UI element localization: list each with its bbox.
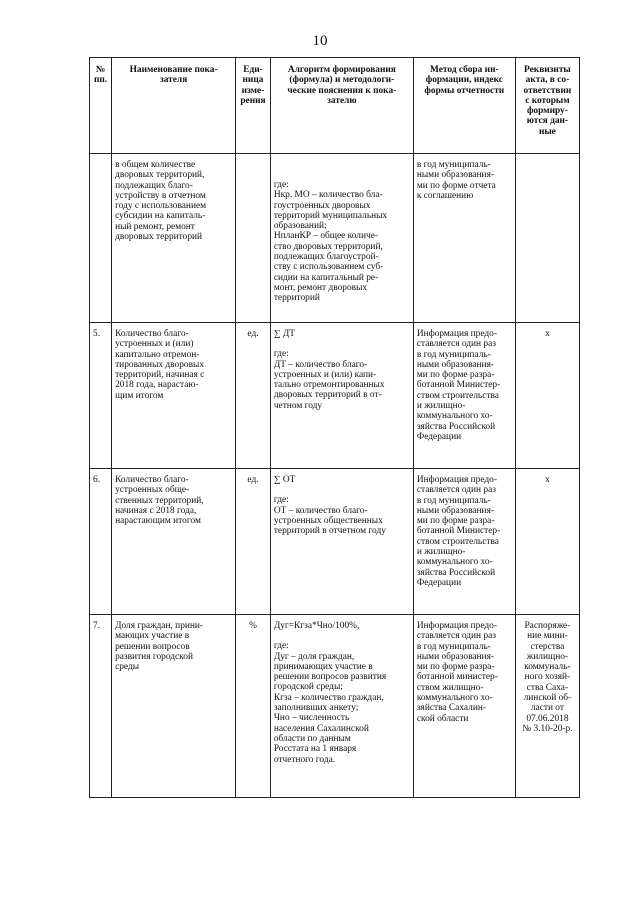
text-line: дворовых территорий, <box>115 170 205 181</box>
text-line: дворовых территорий в от- <box>273 390 382 401</box>
text-line: ми по форме разра- <box>416 662 495 673</box>
text-line: субсидии на капиталь- <box>115 211 206 222</box>
text-line: зателю <box>327 95 357 106</box>
text-line: устройству в отчетном <box>115 190 206 201</box>
text-line: Информация предо- <box>416 621 497 631</box>
text-line: ство дворовых территорий, <box>273 241 383 252</box>
text-line: территорий <box>273 293 320 304</box>
row-method <box>413 469 515 615</box>
text-line: ми по форме разра- <box>416 370 495 381</box>
text-line: акта, в со- <box>525 75 570 86</box>
row-unit: ед. <box>236 323 271 469</box>
text-line: ставляется один раз <box>416 339 496 350</box>
text-line: зяйства Российской <box>416 421 496 432</box>
text-line: коммунального хо- <box>416 557 493 568</box>
row-num: 5. <box>90 323 112 469</box>
header-method <box>413 58 515 154</box>
text-line: устроенных и (или) <box>115 339 194 350</box>
text-line: начиная с 2018 года, <box>115 505 197 516</box>
text-line: Наименование пока- <box>129 65 218 75</box>
text-line: Еди- <box>243 65 263 75</box>
row-num: 6. <box>90 469 112 615</box>
header-name <box>112 58 236 154</box>
text-line: стерства <box>530 641 565 652</box>
text-line: и жилищно- <box>416 547 466 558</box>
row-formula: ∑ ДТ <box>273 329 295 339</box>
text-line: ница <box>242 75 264 86</box>
text-line: подлежащих благоустрой- <box>273 252 379 263</box>
text-line: где: <box>273 495 289 506</box>
row-requisites <box>515 469 579 615</box>
text-line: 07.06.2018 <box>526 713 569 724</box>
text-line: территорий в отчетном году <box>273 526 386 537</box>
text-line: в общем количестве <box>115 160 196 170</box>
text-line: заполнивших анкету; <box>273 703 359 714</box>
row-requisites <box>515 615 579 798</box>
text-line: зяйства Сахалин- <box>416 703 486 714</box>
text-line: пп. <box>93 75 108 86</box>
text-line: зяйства Российской <box>416 567 496 578</box>
text-line: ботанной Министер- <box>416 380 501 391</box>
text-line: ческие пояснения к пока- <box>287 85 397 96</box>
text-line: развития городской <box>115 651 193 662</box>
row-algorithm <box>270 469 413 615</box>
text-line: линской об- <box>523 693 572 704</box>
row-num <box>90 154 112 323</box>
text-line: ного хозяй- <box>524 672 571 683</box>
text-line: щим итогом <box>115 390 164 401</box>
text-line: ству с использованием суб- <box>273 262 384 273</box>
text-line: Информация предо- <box>416 475 497 485</box>
text-line: где: <box>273 349 289 360</box>
text-line: Росстата на 1 января <box>273 744 357 755</box>
text-line: отчетного года. <box>273 754 336 765</box>
text-line: Федерации <box>416 577 462 588</box>
text-line: формации, индекс <box>425 75 503 86</box>
text-line: устроенных обще- <box>115 485 190 496</box>
text-line: ются дан- <box>526 116 569 127</box>
text-line: мающих участие в <box>115 631 190 642</box>
table-row-continuation <box>90 154 580 323</box>
text-line: ством строительства <box>416 390 499 401</box>
text-line: коммунального хо- <box>416 411 493 422</box>
text-line: рения <box>240 95 266 106</box>
text-line: ботанной министер- <box>416 672 498 683</box>
text-line: ными образования- <box>416 359 495 370</box>
text-line: № <box>95 65 106 75</box>
text-line: где: <box>273 180 289 190</box>
row-name <box>112 323 236 469</box>
text-line: устроенных и (или) капи- <box>273 369 377 380</box>
row-method <box>413 615 515 798</box>
table-header-row <box>90 58 580 154</box>
text-line: ние мини- <box>527 631 568 642</box>
text-line: городской среды; <box>273 682 343 693</box>
text-line: к соглашению <box>416 190 474 201</box>
text-line: четном году <box>273 400 323 411</box>
text-line: ми по форме разра- <box>416 516 495 527</box>
text-line: Реквизиты <box>524 65 571 75</box>
text-line: ными образования- <box>416 170 495 181</box>
text-line: подлежащих благо- <box>115 180 193 191</box>
text-line: где: <box>273 641 289 652</box>
text-line: Количество благо- <box>115 329 189 339</box>
text-line: Чно – численность <box>273 713 350 724</box>
text-line: Алгоритм формирования <box>287 65 396 75</box>
text-line: Доля граждан, прини- <box>115 621 204 631</box>
row-num: 7. <box>90 615 112 798</box>
row-name <box>112 615 236 798</box>
row-algorithm <box>270 154 413 323</box>
page-number: 10 <box>312 33 328 49</box>
text-line: монт, ремонт дворовых <box>273 282 368 293</box>
table-row-6 <box>90 469 580 615</box>
text-line: дворовых территорий <box>115 232 203 243</box>
text-line: 2018 года, нарастаю- <box>115 380 199 391</box>
row-requisites <box>515 154 579 323</box>
text-line: территорий муниципальных <box>273 210 388 221</box>
text-line: ными образования- <box>416 651 495 662</box>
table-row-5 <box>90 323 580 469</box>
text-line: в год муниципаль- <box>416 495 491 506</box>
text-line: тально отремонтированных <box>273 380 385 391</box>
text-line: принимающих участие в <box>273 661 373 672</box>
row-unit: ед. <box>236 469 271 615</box>
text-line: ДТ – количество благо- <box>273 359 368 370</box>
row-algorithm <box>270 615 413 798</box>
text-line: образований; <box>273 221 327 232</box>
row-unit <box>236 154 271 323</box>
text-line: Дуг – доля граждан, <box>273 651 355 662</box>
text-line: в год муниципаль- <box>416 641 491 652</box>
header-num <box>90 58 112 154</box>
text-line: ответствии <box>523 85 572 96</box>
text-line: ственных территорий, <box>115 495 204 506</box>
text-line: ства Саха- <box>526 682 569 693</box>
text-line: ласти от <box>530 703 564 714</box>
text-line: тированных дворовых <box>115 359 205 370</box>
text-line: ставляется один раз <box>416 485 496 496</box>
text-line: области по данным <box>273 733 351 744</box>
row-formula: ∑ ОТ <box>273 475 296 485</box>
text-line: году с использованием <box>115 201 207 212</box>
text-line: коммуналь- <box>524 662 571 673</box>
text-line: нарастающим итогом <box>115 516 201 527</box>
text-line: территорий, начиная с <box>115 370 205 381</box>
text-line: Количество благо- <box>115 475 189 485</box>
text-line: изме- <box>241 85 265 96</box>
text-line: капитально отремон- <box>115 349 200 360</box>
text-line: Федерации <box>416 431 462 442</box>
row-algorithm <box>270 323 413 469</box>
text-line: ными образования- <box>416 505 495 516</box>
text-line: ством строительства <box>416 536 499 547</box>
text-line: ми по форме отчета <box>416 180 496 191</box>
text-line: (формула) и методологи- <box>289 75 395 86</box>
text-line: х <box>545 475 550 485</box>
text-line: Информация предо- <box>416 329 497 339</box>
text-line: ством жилищно- <box>416 682 484 693</box>
text-line: сидии на капитальный ре- <box>273 272 379 283</box>
text-line: ской области <box>416 713 469 724</box>
text-line: НпланКР – общее количе- <box>273 231 378 242</box>
text-line: ные <box>538 126 556 137</box>
text-line: коммунального хо- <box>416 693 493 704</box>
text-line: ный ремонт, ремонт <box>115 221 195 232</box>
text-line: Кгза – количество граждан, <box>273 692 384 703</box>
row-method <box>413 323 515 469</box>
row-name <box>112 469 236 615</box>
row-method <box>413 154 515 323</box>
text-line: жилищно- <box>526 651 569 662</box>
text-line: Распоряже- <box>524 621 571 631</box>
text-line: устроенных общественных <box>273 515 383 526</box>
text-line: зателя <box>159 75 188 86</box>
header-algorithm <box>270 58 413 154</box>
text-line: и жилищно- <box>416 401 466 412</box>
text-line: с которым <box>525 95 570 106</box>
text-line: населения Сахалинской <box>273 723 369 734</box>
text-line: х <box>545 329 550 339</box>
text-line: решении вопросов развития <box>273 672 387 683</box>
row-unit: % <box>236 615 271 798</box>
text-line: гоустроенных дворовых <box>273 200 371 211</box>
text-line: № 3.10-20-р. <box>522 723 573 734</box>
text-line: в год муниципаль- <box>416 349 491 360</box>
text-line: ОТ – количество благо- <box>273 505 368 516</box>
row-formula: Дуг=Кгза*Чно/100%, <box>273 621 360 631</box>
text-line: ставляется один раз <box>416 631 496 642</box>
text-line: формы отчетности <box>424 85 505 96</box>
text-line: Нкр. МО – количество бла- <box>273 190 383 201</box>
text-line: среды <box>115 662 140 673</box>
row-requisites <box>515 323 579 469</box>
text-line: ботанной Министер- <box>416 526 501 537</box>
text-line: в год муниципаль- <box>416 160 491 170</box>
row-name <box>112 154 236 323</box>
table-row-7 <box>90 615 580 798</box>
header-unit <box>236 58 271 154</box>
text-line: решении вопросов <box>115 641 190 652</box>
text-line: формиру- <box>526 106 568 117</box>
indicators-table <box>89 57 580 798</box>
text-line: Метод сбора ин- <box>430 65 499 75</box>
header-requisites <box>515 58 579 154</box>
